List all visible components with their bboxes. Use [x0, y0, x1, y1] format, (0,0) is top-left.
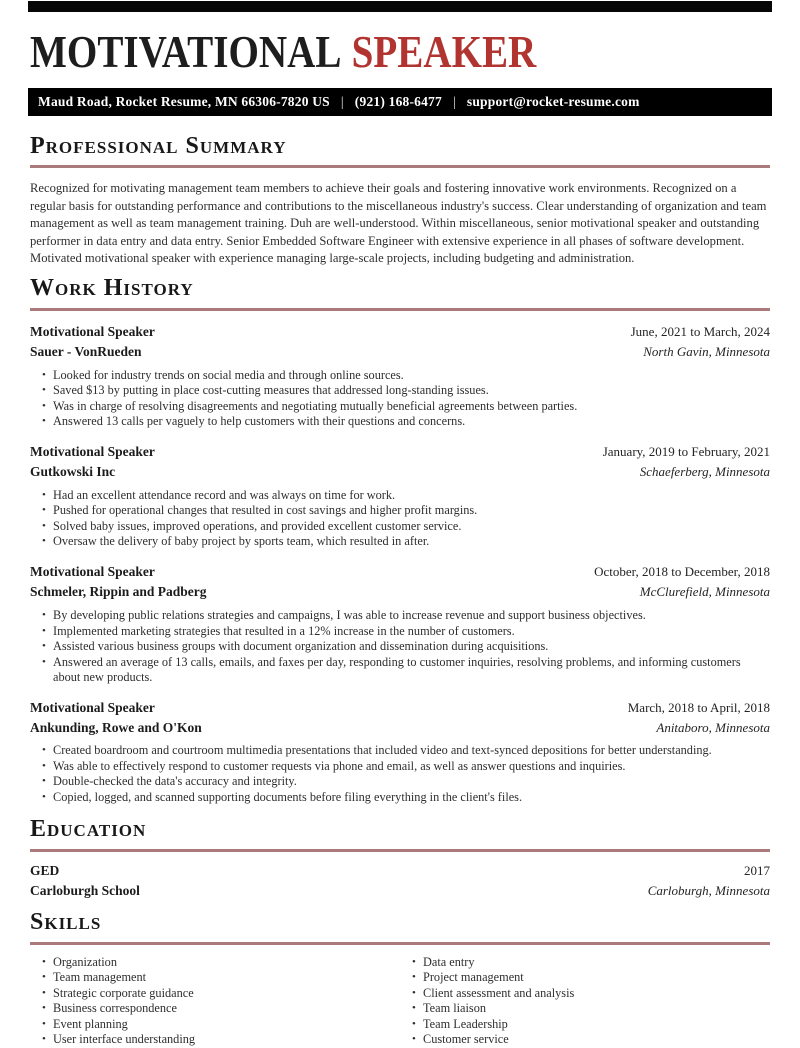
summary-text: Recognized for motivating management team members to achieve their goals and fostering innovative work environments. Recognized on a regular basis for outstanding performance and contributions to the miscellaneous industry's success. Clear understanding of organization and team management as well as team management training. Duh are well-understood. Within miscellaneous, senior motivational speaker and outstanding performer in data entry and data entry. Senior Embedded Software Engineer with extensive experience in all phases of software development. Motivated motivational speaker with experience managing large-scale projects, including budgeting and administration.: [30, 181, 767, 266]
job-location: McClurefield, Minnesota: [639, 584, 770, 600]
job-entry: [30, 443, 770, 549]
job-dates: June, 2021 to March, 2024: [630, 323, 770, 339]
job-title: Motivational Speaker: [30, 699, 155, 715]
section-work-history: [30, 276, 770, 805]
job-bullet-item: • Implemented marketing strategies that resulted in a 12% increase in the number of customers.: [42, 624, 770, 639]
job-title-row: [30, 323, 770, 341]
contact-separator: |: [340, 93, 344, 109]
job-company: Schmeler, Rippin and Padberg: [30, 584, 207, 600]
job-bullet-item: • Looked for industry trends on social media and through online sources.: [42, 368, 770, 383]
job-bullet-list: [30, 488, 770, 550]
skill-item: • Strategic corporate guidance: [42, 986, 400, 1001]
job-entry: [30, 563, 770, 684]
job-bullet-item: • Saved $13 by putting in place cost-cutting measures that addressed long-standing issues.: [42, 383, 770, 398]
section-education: [30, 817, 770, 900]
skill-item: • Project management: [412, 970, 770, 985]
job-bullet-item: • Double-checked the data's accuracy and integrity.: [42, 774, 770, 789]
education-degree-row: [30, 862, 770, 880]
job-location: Anitaboro, Minnesota: [656, 719, 770, 735]
job-dates: January, 2019 to February, 2021: [602, 444, 770, 460]
job-company-row: [30, 719, 770, 737]
job-title-row: [30, 443, 770, 461]
job-title: Motivational Speaker: [30, 323, 155, 339]
education-entry: [30, 862, 770, 900]
job-company-row: [30, 463, 770, 481]
job-title: Motivational Speaker: [30, 444, 155, 460]
resume-title-accent: SPEAKER: [351, 26, 537, 77]
education-school-row: [30, 882, 770, 900]
education-year: 2017: [744, 862, 770, 878]
job-list: [30, 323, 770, 805]
job-company: Gutkowski Inc: [30, 464, 116, 479]
job-company: Ankunding, Rowe and O'Kon: [30, 719, 202, 735]
skill-item: • Event planning: [42, 1017, 400, 1032]
education-school: Carloburgh School: [30, 882, 140, 898]
skill-item: • Data entry: [412, 955, 770, 970]
job-location: Schaeferberg, Minnesota: [639, 464, 770, 479]
job-bullet-item: • Answered 13 calls per vaguely to help customers with their questions and concerns.: [42, 414, 770, 429]
skills-list-left: [30, 955, 400, 1048]
job-company-row: [30, 343, 770, 361]
education-degree: GED: [30, 862, 60, 878]
job-bullet-item: • Was in charge of resolving disagreements and negotiating mutually beneficial agreements between parties.: [42, 399, 770, 414]
skill-item: • Organization: [42, 955, 400, 970]
section-skills: [30, 910, 770, 1048]
job-dates: October, 2018 to December, 2018: [594, 564, 770, 580]
job-location: North Gavin, Minnesota: [643, 343, 770, 359]
job-bullet-item: • Pushed for operational changes that resulted in cost savings and higher profit margins.: [42, 503, 770, 518]
job-company: Sauer - VonRueden: [30, 343, 142, 359]
job-bullet-item: • Oversaw the delivery of baby project by sports team, which resulted in after.: [42, 534, 770, 549]
section-divider: [30, 165, 770, 168]
contact-phone: (921) 168-6477: [354, 93, 442, 109]
skill-item: • Customer service: [412, 1032, 770, 1047]
job-bullet-item: • Assisted various business groups with document organization and dissemination during acquisitions.: [42, 639, 770, 654]
skill-item: • User interface understanding: [42, 1032, 400, 1047]
skills-columns: [30, 955, 770, 1048]
job-entry: [30, 699, 770, 805]
top-accent-bar: [28, 1, 772, 12]
section-heading-education: Education: [30, 815, 147, 842]
resume-title-primary: MOTIVATIONAL: [30, 26, 342, 77]
contact-email: support@rocket-resume.com: [466, 93, 640, 109]
job-bullet-item: • Copied, logged, and scanned supporting documents before filing everything in the client's files.: [42, 790, 770, 805]
section-divider: [30, 849, 770, 852]
contact-separator: |: [452, 93, 456, 109]
skill-item: • Team Leadership: [412, 1017, 770, 1032]
section-heading-summary: Professional Summary: [30, 132, 287, 159]
job-bullet-item: • Answered an average of 13 calls, emails, and faxes per day, responding to customer inquiries, resolving problems, and informing customers about new products.: [42, 655, 770, 685]
job-title-row: [30, 563, 770, 581]
contact-address: Maud Road, Rocket Resume, MN 66306-7820 US: [38, 93, 330, 109]
job-bullet-item: • Had an excellent attendance record and was always on time for work.: [42, 488, 770, 503]
section-professional-summary: [30, 134, 770, 268]
job-title: Motivational Speaker: [30, 564, 155, 580]
job-bullet-list: [30, 608, 770, 685]
job-bullet-item: • Solved baby issues, improved operations, and provided excellent customer service.: [42, 519, 770, 534]
skills-list-right: [400, 955, 770, 1048]
skill-item: • Client assessment and analysis: [412, 986, 770, 1001]
resume-title: [30, 26, 661, 78]
contact-bar: [28, 88, 772, 116]
skill-item: • Team liaison: [412, 1001, 770, 1016]
job-bullet-item: • By developing public relations strategies and campaigns, I was able to increase revenue and support business objectives.: [42, 608, 770, 623]
section-divider: [30, 308, 770, 311]
job-title-row: [30, 699, 770, 717]
job-company-row: [30, 583, 770, 601]
job-bullet-list: [30, 743, 770, 805]
skill-item: • Business correspondence: [42, 1001, 400, 1016]
section-heading-work-history: Work History: [30, 274, 194, 301]
section-divider: [30, 942, 770, 945]
education-location: Carloburgh, Minnesota: [647, 882, 770, 898]
job-dates: March, 2018 to April, 2018: [627, 699, 770, 715]
job-bullet-list: [30, 368, 770, 430]
job-bullet-item: • Was able to effectively respond to customer requests via phone and email, as well as answer questions and inquiries.: [42, 759, 770, 774]
job-entry: [30, 323, 770, 429]
job-bullet-item: • Created boardroom and courtroom multimedia presentations that included video and text-synced depositions for better understanding.: [42, 743, 770, 758]
section-heading-skills: Skills: [30, 908, 102, 935]
skill-item: • Team management: [42, 970, 400, 985]
